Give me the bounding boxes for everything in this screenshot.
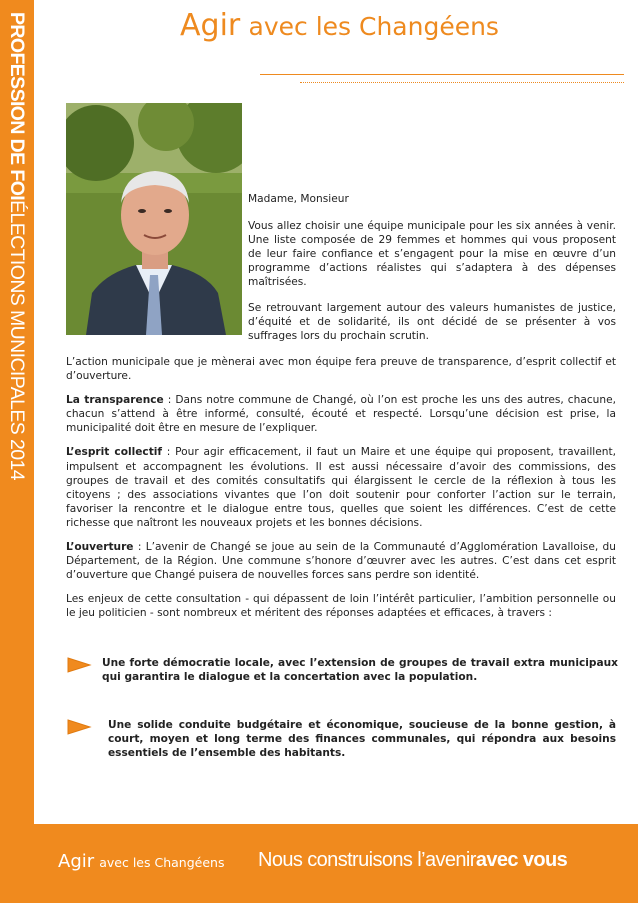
header-logo-title <box>180 8 499 43</box>
header-divider <box>260 74 624 75</box>
intro-paragraph-1: Vous allez choisir une équipe municipale pour les six années à venir. Une liste composée de 29 femmes et hommes qui vous proposent de leur faire confiance et s’engagent pour la mise en œuvre d’un programme d’actions réalistes qui s’adaptera à des dépenses maîtrisées. <box>248 220 616 289</box>
body-paragraph-enjeux: Les enjeux de cette consultation - qui dépassent de loin l’intérêt particulier, l’ambition personnelle ou le jeu politicien - sont nombreux et méritent des réponses adaptées et efficaces, à travers : <box>66 593 616 620</box>
arrow-right-icon <box>66 656 92 674</box>
intro-paragraph-2: Se retrouvant largement autour des valeurs humanistes de justice, d’équité et de solidarité, ils ont décidé de se présenter à vos suffrages lors du prochain scrutin. <box>248 301 616 342</box>
sidebar-band <box>0 0 34 903</box>
footer-slogan <box>258 849 567 872</box>
footer-logo-rest: avec les Changéens <box>99 855 225 870</box>
header-title-em: Agir <box>180 8 241 43</box>
candidate-photo <box>66 103 242 335</box>
esprit-collectif-label: L’esprit collectif <box>66 446 163 459</box>
ouverture-text: : L’avenir de Changé se joue au sein de la Communauté d’Agglomération Lavalloise, du Département, de la Région. Une commune s’honore d’œuvrer avec les autres. C’est dans cet esprit d’ouverture que Changé puisera de nouvelles forces sans perdre son identité. <box>66 541 616 582</box>
main-text <box>66 355 616 631</box>
footer-logo <box>58 851 224 872</box>
body-paragraph-1: L’action municipale que je mènerai avec mon équipe fera preuve de transparence, d’esprit collectif et d’ouverture. <box>66 356 616 383</box>
body-paragraph-transparence <box>66 393 616 435</box>
bullet-text-1: Une forte démocratie locale, avec l’extension de groupes de travail extra municipaux qui garantira le dialogue et la concertation avec la population. <box>102 657 618 684</box>
intro-block <box>248 192 616 354</box>
footer-logo-em: Agir <box>58 851 95 872</box>
ouverture-label: L’ouverture <box>66 541 134 554</box>
portrait-illustration <box>66 103 242 335</box>
arrow-right-icon <box>66 718 92 736</box>
body-paragraph-esprit-collectif <box>66 445 616 530</box>
transparence-text: : Dans notre commune de Changé, où l’on est proche les uns des autres, chacune, chacun s’attend à être informé, consulté, écouté et respecté. Lorsqu’une décision est prise, la municipalité doit être en mesure de l’expliquer. <box>66 394 616 435</box>
slogan-light: Nous construisons l’avenir <box>258 849 476 871</box>
header-divider-dotted <box>300 82 624 83</box>
header-title-rest: avec les Changéens <box>248 12 499 41</box>
footer-band <box>34 824 638 903</box>
esprit-collectif-text: : Pour agir efficacement, il faut un Maire et une équipe qui proposent, travaillent, impulsent et accompagnent les évolutions. Il est aussi nécessaire d’avoir des commissions, des groupes de travail et des comités consultatifs qui élargissent le cercle de la réflexion à tous les citoyens ; des associations vivantes que l’on doit soutenir pour conforter l’action sur le terrain, favoriser la rencontre et le dialogue entre tous, quelles que soient les différences. C’est de cette richesse que naîtront les nouveaux projets et les bonnes décisions. <box>66 446 616 529</box>
body-paragraph-ouverture <box>66 540 616 582</box>
transparence-label: La transparence <box>66 394 164 407</box>
slogan-bold: avec vous <box>475 849 568 871</box>
sidebar-title-bold: PROFESSION DE FOI <box>6 12 28 201</box>
greeting: Madame, Monsieur <box>248 193 349 205</box>
bullet-text-2: Une solide conduite budgétaire et économique, soucieuse de la bonne gestion, à court, moyen et long terme des finances communales, qui répondra aux besoins essentiels de l’ensemble des habitants. <box>108 719 616 760</box>
sidebar-title-light: ÉLECTIONS MUNICIPALES 2014 <box>6 200 28 480</box>
